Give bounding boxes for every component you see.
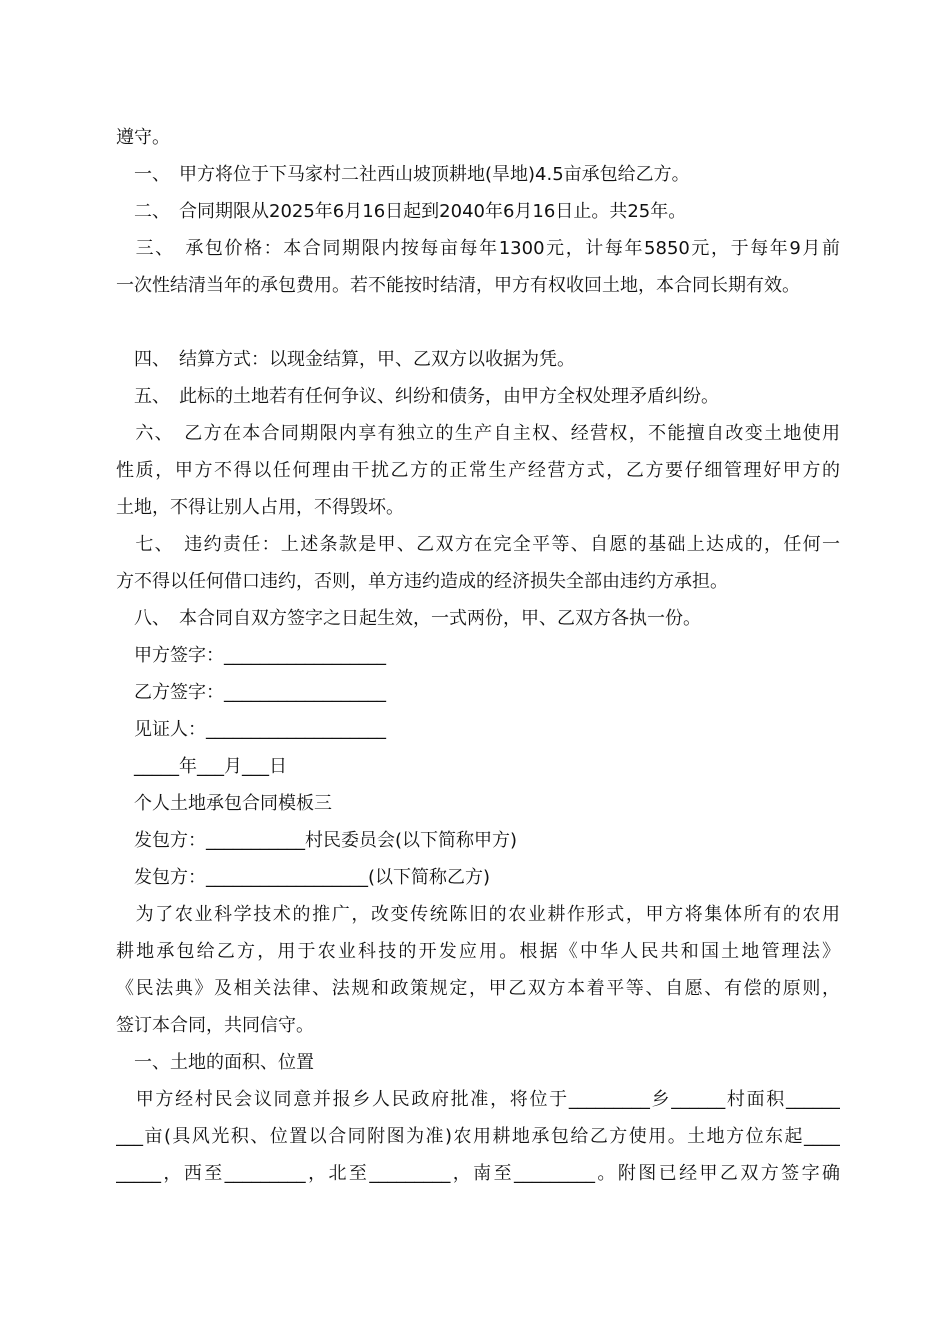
- text-line: ___亩(具风光积、位置以合同附图为准)农用耕地承包给乙方使用。土地方位东起____: [116, 1126, 840, 1147]
- text-line: 土地，不得让别人占用，不得毁坏。: [116, 497, 404, 518]
- land-description: 甲方经村民会议同意并报乡人民政府批准，将位于_________乡______村面积______: [116, 1089, 840, 1110]
- contract-text: [116, 119, 840, 1192]
- clause-4: 四、 结算方式：以现金结算，甲、乙双方以收据为凭。: [116, 349, 575, 370]
- text-line: _____，西至_________，北至_________，南至_________。附图已经甲乙双方签字确: [116, 1163, 840, 1184]
- blank-line: [116, 304, 840, 341]
- text-line: 《民法典》及相关法律、法规和政策规定，甲乙双方本着平等、自愿、有偿的原则，: [116, 978, 840, 999]
- text-line: 方不得以任何借口违约，否则，单方违约造成的经济损失全部由违约方承担。: [116, 571, 728, 592]
- section-title: 个人土地承包合同模板三: [116, 793, 332, 814]
- signing-date: _____年___月___日: [116, 756, 287, 777]
- clause-1: 一、 甲方将位于下马家村二社西山坡顶耕地(旱地)4.5亩承包给乙方。: [116, 164, 690, 185]
- text-line: 一次性结清当年的承包费用。若不能按时结清，甲方有权收回土地，本合同长期有效。: [116, 275, 800, 296]
- text-line: 遵守。: [116, 127, 170, 148]
- contractor-line: 发包方：___________村民委员会(以下简称甲方): [116, 830, 518, 851]
- text-line: 性质，甲方不得以任何理由干扰乙方的正常生产经营方式，乙方要仔细管理好甲方的: [116, 460, 840, 481]
- clause-8: 八、 本合同自双方签字之日起生效，一式两份，甲、乙双方各执一份。: [116, 608, 701, 629]
- text-line: 耕地承包给乙方，用于农业科技的开发应用。根据《中华人民共和国土地管理法》: [116, 941, 840, 962]
- clause-7: 七、 违约责任：上述条款是甲、乙双方在完全平等、自愿的基础上达成的，任何一: [116, 534, 840, 555]
- subsection-heading: 一、土地的面积、位置: [116, 1052, 314, 1073]
- clause-5: 五、 此标的土地若有任何争议、纠纷和债务，由甲方全权处理矛盾纠纷。: [116, 386, 719, 407]
- party-b-signature: 乙方签字：__________________: [116, 682, 386, 703]
- text-line: 签订本合同，共同信守。: [116, 1015, 314, 1036]
- preamble: 为了农业科学技术的推广，改变传统陈旧的农业耕作形式，甲方将集体所有的农用: [116, 904, 840, 925]
- clause-2: 二、 合同期限从2025年6月16日起到2040年6月16日止。共25年。: [116, 201, 687, 222]
- clause-3: 三、 承包价格：本合同期限内按每亩每年1300元，计每年5850元，于每年9月前: [116, 238, 840, 259]
- contractee-line: 发包方：__________________(以下简称乙方): [116, 867, 491, 888]
- party-a-signature: 甲方签字：__________________: [116, 645, 386, 666]
- clause-6: 六、 乙方在本合同期限内享有独立的生产自主权、经营权，不能擅自改变土地使用: [116, 423, 840, 444]
- witness-signature: 见证人：____________________: [116, 719, 386, 740]
